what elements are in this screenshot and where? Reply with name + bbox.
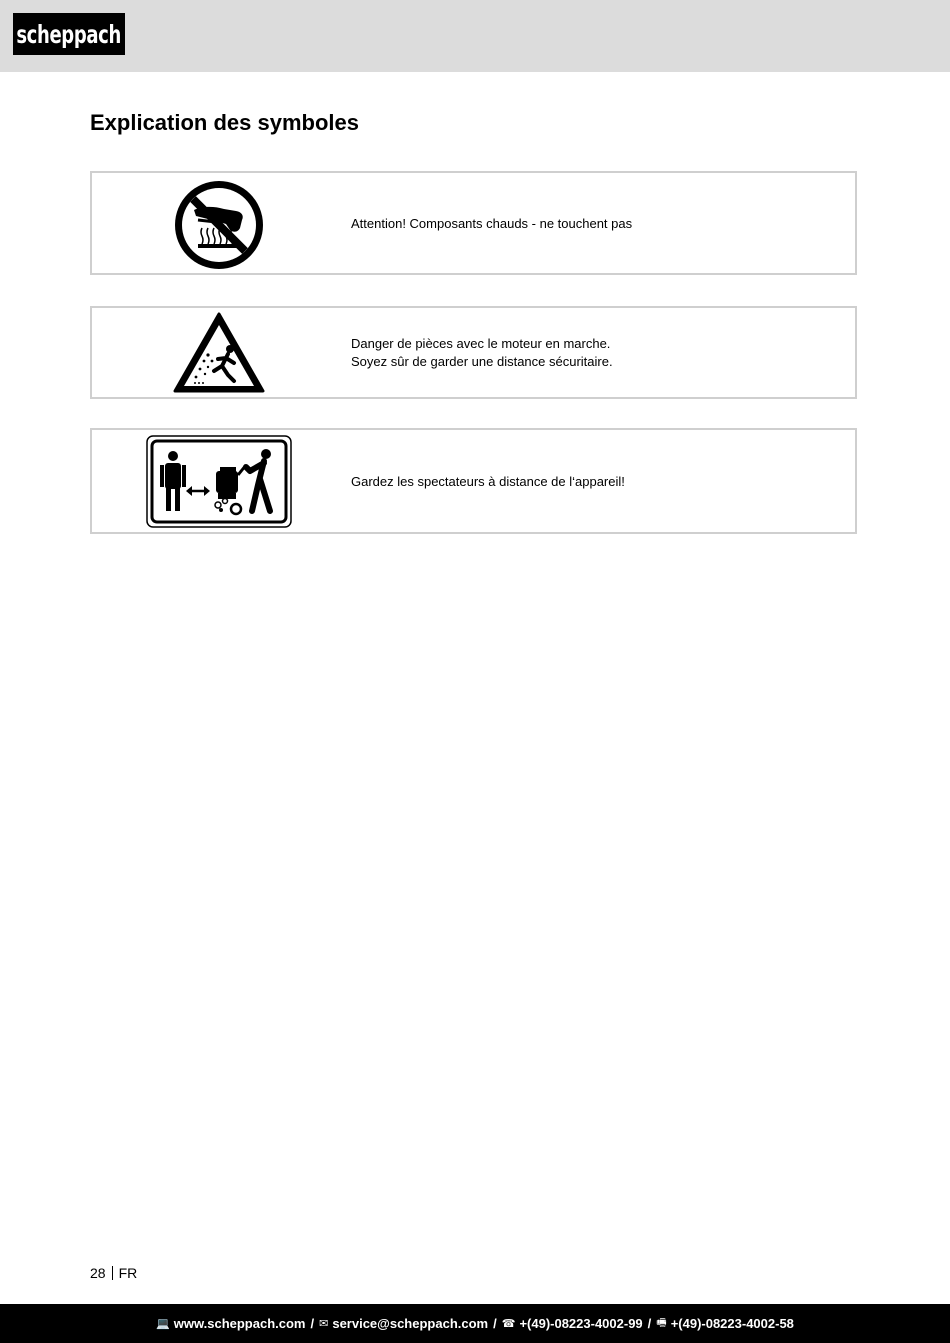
- phone-icon: ☎: [501, 1317, 516, 1330]
- symbol-description: Attention! Composants chauds - ne touchent pas: [351, 216, 633, 231]
- header-band: [0, 0, 950, 72]
- symbol-description: Gardez les spectateurs à distance de l‘appareil!: [351, 474, 625, 489]
- keep-bystanders-away-icon: [146, 435, 292, 528]
- footer-email: service@scheppach.com: [332, 1316, 489, 1331]
- language-code: FR: [118, 1265, 138, 1281]
- footer-separator: /: [310, 1316, 315, 1331]
- symbol-description: Danger de pièces avec le moteur en marche. Soyez sûr de garder une distance sécuritaire.: [351, 336, 613, 369]
- email-icon: ✉: [319, 1317, 329, 1330]
- symbol-row-hot-components: [90, 171, 857, 275]
- flying-debris-warning-icon: [172, 311, 266, 395]
- symbol-row-bystanders: [90, 428, 857, 534]
- footer-fax: +(49)-08223-4002-58: [670, 1316, 794, 1331]
- footer-bar: [0, 1304, 950, 1343]
- footer-phone: +(49)-08223-4002-99: [519, 1316, 643, 1331]
- computer-icon: 💻: [156, 1317, 170, 1330]
- page-title: Explication des symboles: [90, 110, 359, 135]
- scheppach-logo: scheppach: [13, 13, 125, 55]
- fax-icon: 🖷: [656, 1316, 667, 1329]
- footer-separator: /: [493, 1316, 497, 1331]
- footer-separator: /: [647, 1316, 652, 1331]
- page-number-divider: [112, 1266, 113, 1280]
- footer-website: www.scheppach.com: [173, 1316, 306, 1331]
- no-touch-hot-surface-icon: [172, 178, 266, 272]
- page-number: 28 FR: [90, 1265, 138, 1281]
- symbol-row-flying-debris: [90, 306, 857, 399]
